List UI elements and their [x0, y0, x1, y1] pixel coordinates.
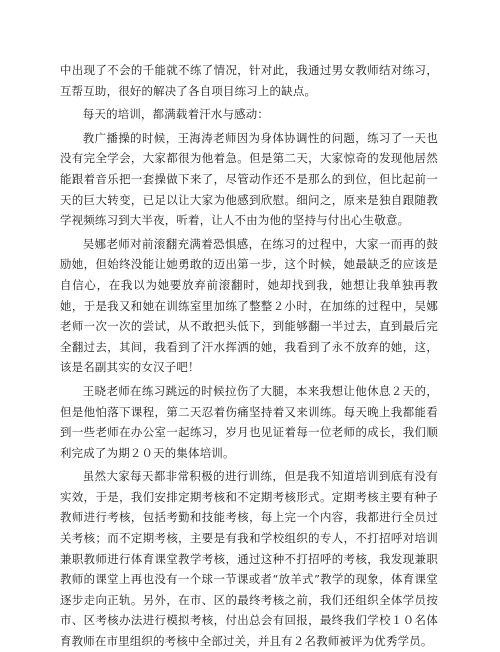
paragraph-assessment: 虽然大家每天都非常积极的进行训练，但是我不知道培训到底有没有实效，于是，我们安排定期考核和不定期考核形式。定期考核主要有种子教师进行考核，包括考勤和技能考核，每上完一个内容，我都进行全员过关考核；而不定期考核，主要是有我和学校组织的专人，不打招呼对培训兼职教师进行体育课堂教学考核，通过这种不打招呼的考核，我发现兼职教师的课堂上再也没有一个球一节课或者“放羊式”教学的现象，体育课堂逐步走向正轨。另外，在市、区的最终考核之前，我们还组织全体学员按市、区考核办法进行模拟考核，付出总会有回报，最终我们学校１０名体育教师在市里组织的考核中全部过关，并且有２名教师被评为优秀学员。 — [60, 469, 438, 649]
document-body — [60, 60, 438, 652]
paragraph-wang-haitao: 教广播操的时候，王海涛老师因为身体协调性的问题，练习了一天也没有完全学会，大家都很为他着急。但是第二天，大家惊奇的发现他居然能跟着音乐把一套操做下来了，尽管动作还不是那么的到位，但比起前一天的巨大转变，已足以让大家为他感到欣慰。细问之，原来是独自跟随教学视频练习到大半夜，听着，让人不由为他的坚持与付出心生敬意。 — [60, 130, 438, 228]
paragraph-continuation: 中出现了不会的千能就不练了情况，针对此，我通过男女教师结对练习，互帮互助，很好的解决了各自项目练习上的缺点。 — [60, 63, 438, 98]
paragraph-intro: 每天的培训，都满载着汗水与感动： — [82, 107, 270, 122]
paragraph-wu-na: 吴娜老师对前滚翻充满着恐惧感，在练习的过程中，大家一而再的鼓励她，但始终没能让她勇敢的迈出第一步，这个时候，她最缺乏的应该是自信心，在我以为她要放弃前滚翻时，她却找到我，她想让我单独再教她，于是我又和她在训练室里加练了整整２小时，在加练的过程中，吴娜老师一次一次的尝试，从不敢把头低下，到能够翻一半过去，直到最后完全翻过去，其间，我看到了汗水挥洒的她，我看到了永不放弃的她，这，该是名副其实的女汉子吧！ — [60, 236, 438, 375]
paragraph-wang-xiao: 王晓老师在练习跳远的时候拉伤了大腿，本来我想让他休息２天的，但是他怕落下课程，第二天忍着伤痛坚持着又来训练。每天晚上我都能看到一些老师在办公室一起练习，岁月也见证着每一位老师的成长，我们顺利完成了为期２０天的集体培训。 — [60, 383, 438, 460]
